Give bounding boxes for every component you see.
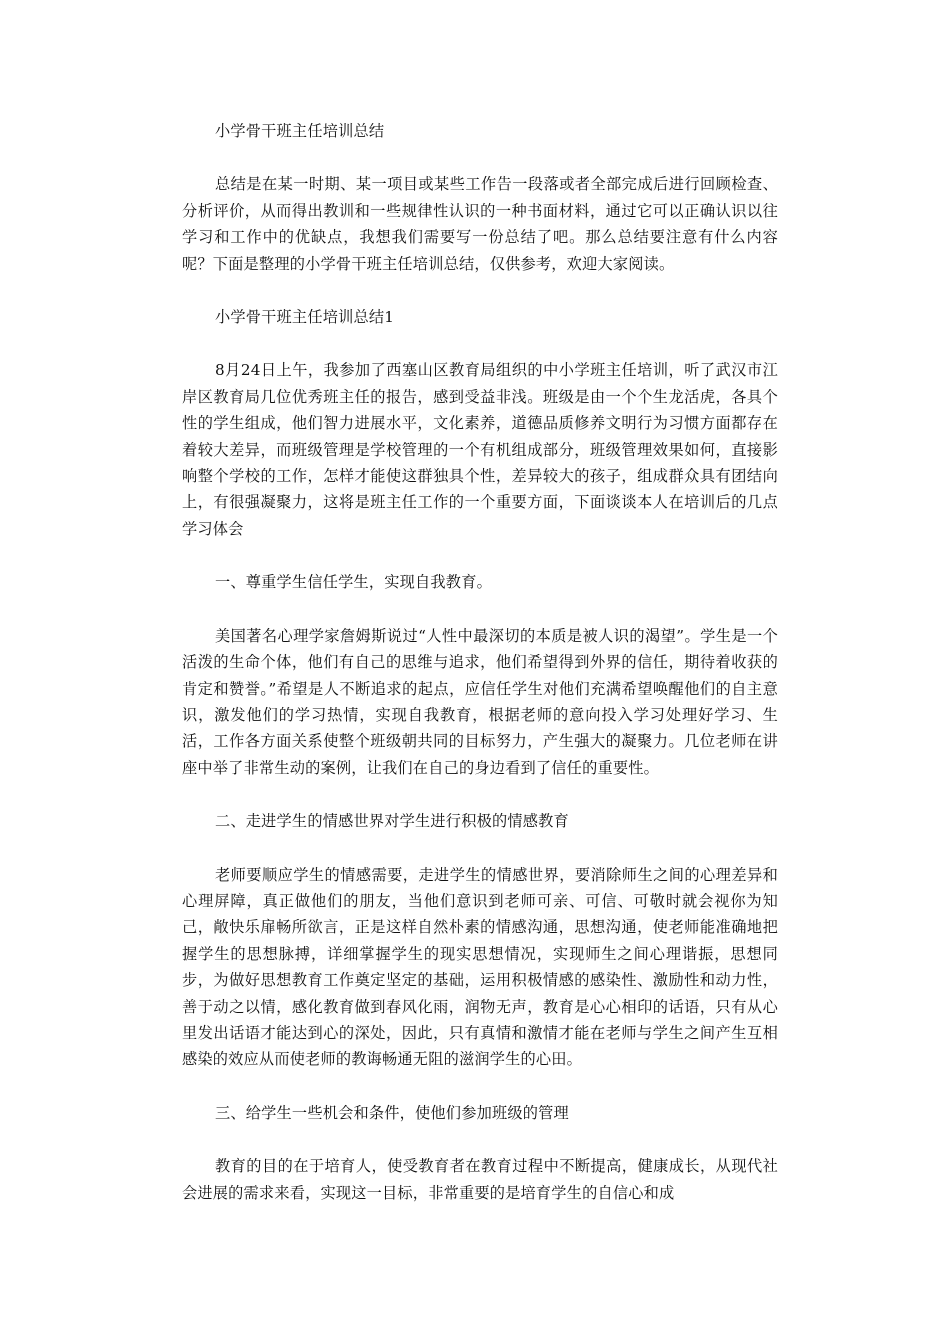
heading-3: 三、给学生一些机会和条件，使他们参加班级的管理	[215, 1103, 569, 1122]
paragraph-2: 美国著名心理学家詹姆斯说过“人性中最深切的本质是被人识的渴望”。学生是一个活泼的生命个体，他们有自己的思维与追求，他们希望得到外界的信任，期待着收获的肯定和赞誉。”希望是人不断追求的起点，应信任学生对他们充满希望唤醒他们的自主意识，激发他们的学习热情，实现自我教育，根据老师的意向投入学习处理好学习、生活，工作各方面关系使整个班级朝共同的目标努力，产生强大的凝聚力。几位老师在讲座中举了非常生动的案例，让我们在自己的身边看到了信任的重要性。	[182, 626, 778, 777]
paragraph-1: 8月24日上午，我参加了西塞山区教育局组织的中小学班主任培训，听了武汉市江岸区教育局几位优秀班主任的报告，感到受益非浅。班级是由一个个生龙活虎，各具个性的学生组成，他们智力进展水平，文化素养，道德品质修养文明行为习惯方面都存在着较大差异，而班级管理是学校管理的一个有机组成部分，班级管理效果如何，直接影响整个学校的工作，怎样才能使这群独具个性，差异较大的孩子，组成群众具有团结向上，有很强凝聚力，这将是班主任工作的一个重要方面，下面谈谈本人在培训后的几点学习体会	[182, 361, 778, 538]
heading-1: 一、尊重学生信任学生，实现自我教育。	[215, 573, 492, 592]
section-subtitle: 小学骨干班主任培训总结1	[215, 308, 395, 327]
intro-paragraph: 总结是在某一时期、某一项目或某些工作告一段落或者全部完成后进行回顾检查、分析评价，从而得出教训和一些规律性认识的一种书面材料，通过它可以正确认识以往学习和工作中的优缺点，我想我们需要写一份总结了吧。那么总结要注意有什么内容呢？下面是整理的小学骨干班主任培训总结，仅供参考，欢迎大家阅读。	[182, 175, 778, 273]
document-page	[182, 118, 778, 1206]
document-title: 小学骨干班主任培训总结	[215, 122, 385, 140]
paragraph-3: 老师要顺应学生的情感需要，走进学生的情感世界，要消除师生之间的心理差异和心理屏障，真正做他们的朋友，当他们意识到老师可亲、可信、可敬时就会视你为知己，敞快乐扉畅所欲言，正是这样自然朴素的情感沟通，思想沟通，使老师能准确地把握学生的思想脉搏，详细掌握学生的现实思想情况，实现师生之间心理谐振，思想同步，为做好思想教育工作奠定坚定的基础，运用积极情感的感染性、激励性和动力性，善于动之以情，感化教育做到春风化雨，润物无声，教育是心心相印的话语，只有从心里发出话语才能达到心的深处，因此，只有真情和激情才能在老师与学生之间产生互相感染的效应从而使老师的教诲畅通无阻的滋润学生的心田。	[182, 865, 778, 1069]
heading-2: 二、走进学生的情感世界对学生进行积极的情感教育	[215, 812, 569, 831]
paragraph-4: 教育的目的在于培育人，使受教育者在教育过程中不断提高，健康成长，从现代社会进展的需求来看，实现这一目标，非常重要的是培育学生的自信心和成	[182, 1157, 778, 1202]
